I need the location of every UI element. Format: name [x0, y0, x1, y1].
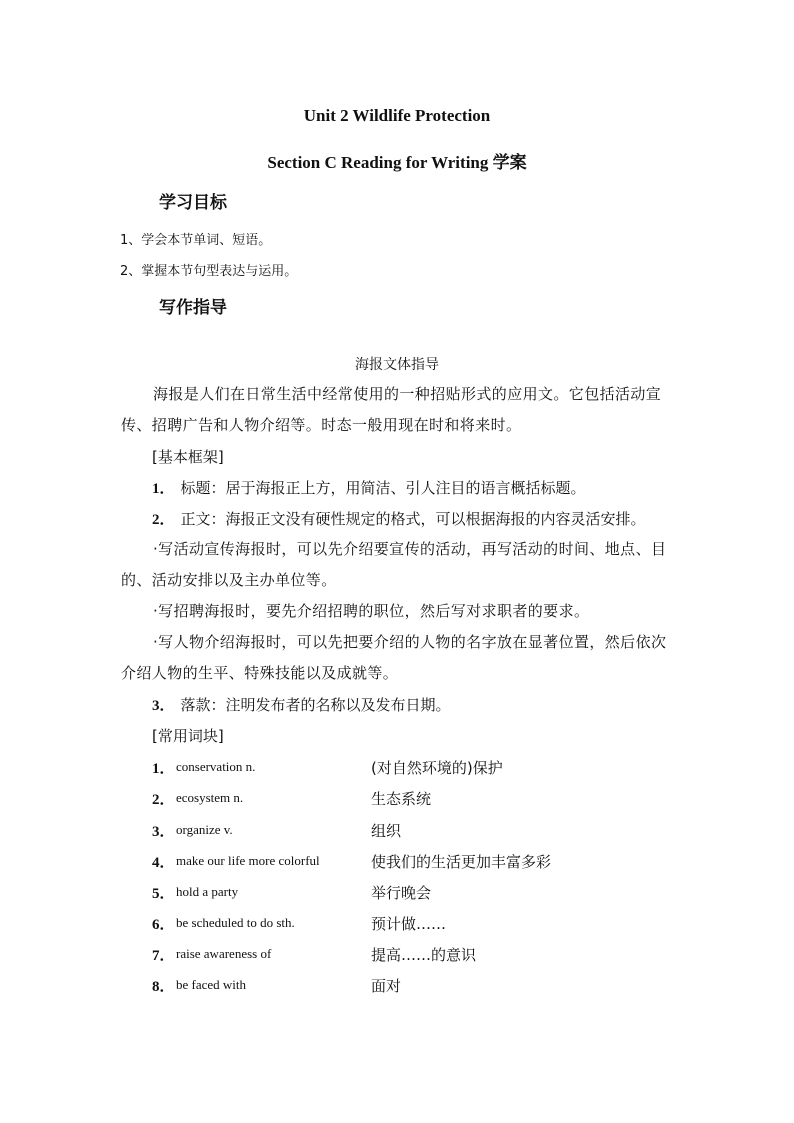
phrase-row	[152, 851, 692, 873]
phrase-chinese: 生态系统	[371, 790, 432, 808]
body-note-person: ·写人物介绍海报时，可以先把要介绍的人物的名字放在显著位置，然后依次介绍人物的生平、特殊技能以及成就等。	[121, 633, 667, 682]
goal-item: 1、学会本节单词、短语。	[120, 233, 272, 248]
phrase-english: organize v.	[176, 822, 233, 837]
phrase-chinese: 使我们的生活更加丰富多彩	[371, 853, 552, 871]
phrase-number: 7．	[152, 948, 175, 964]
poster-guide-subheading: 海报文体指导	[355, 357, 439, 373]
item-text: 落款：注明发布者的名称以及发布日期。	[180, 696, 451, 714]
item-text: 正文：海报正文没有硬性规定的格式，可以根据海报的内容灵活安排。	[180, 510, 646, 528]
phrase-row	[152, 913, 692, 935]
framework-item-title	[152, 477, 586, 498]
unit-title: Unit 2 Wildlife Protection	[303, 106, 491, 125]
phrase-english: ecosystem n.	[176, 790, 244, 805]
item-number: 1．	[152, 481, 175, 497]
phrase-number: 5．	[152, 886, 175, 902]
goals-heading: 学习目标	[159, 193, 227, 213]
phrase-number: 1．	[152, 761, 175, 777]
phrase-row	[152, 788, 692, 810]
phrase-number: 8．	[152, 979, 175, 995]
section-title: Section C Reading for Writing 学案	[267, 153, 527, 172]
intro-paragraph: 海报是人们在日常生活中经常使用的一种招贴形式的应用文。它包括活动宣传、招聘广告和人物介绍等。时态一般用现在时和将来时。	[121, 385, 662, 434]
item-text: 标题：居于海报正上方，用简洁、引人注目的语言概括标题。	[180, 479, 586, 497]
framework-item-signature	[152, 694, 451, 715]
guide-heading: 写作指导	[159, 298, 227, 318]
phrase-number: 4．	[152, 855, 175, 871]
framework-item-body	[152, 508, 646, 529]
phrase-english: raise awareness of	[176, 946, 272, 961]
phrase-row	[152, 882, 692, 904]
phrase-row	[152, 820, 692, 842]
framework-label: [基本框架]	[152, 448, 224, 466]
phrase-row	[152, 944, 692, 966]
item-number: 3．	[152, 698, 175, 714]
phrase-chinese: 面对	[371, 977, 402, 995]
body-note-recruit: ·写招聘海报时，要先介绍招聘的职位，然后写对求职者的要求。	[153, 602, 590, 620]
phrase-chinese: 举行晚会	[371, 884, 432, 902]
phrase-chinese: 组织	[371, 822, 402, 840]
phrase-chinese: 预计做……	[371, 915, 447, 933]
phrase-number: 2．	[152, 792, 175, 808]
phrase-chinese: (对自然环境的)保护	[371, 759, 503, 777]
phrase-row	[152, 757, 692, 779]
phrase-number: 6．	[152, 917, 175, 933]
body-note-event: ·写活动宣传海报时，可以先介绍要宣传的活动，再写活动的时间、地点、目的、活动安排以及主办单位等。	[121, 540, 667, 589]
phrases-label: [常用词块]	[152, 727, 224, 745]
phrase-english: be scheduled to do sth.	[176, 915, 295, 930]
phrase-english: conservation n.	[176, 759, 256, 774]
phrase-english: hold a party	[176, 884, 239, 899]
phrase-number: 3．	[152, 824, 175, 840]
phrase-chinese: 提高……的意识	[371, 946, 477, 964]
goal-item: 2、掌握本节句型表达与运用。	[120, 264, 298, 279]
phrase-row	[152, 975, 692, 997]
phrase-english: be faced with	[176, 977, 247, 992]
phrase-english: make our life more colorful	[176, 853, 320, 868]
item-number: 2．	[152, 512, 175, 528]
